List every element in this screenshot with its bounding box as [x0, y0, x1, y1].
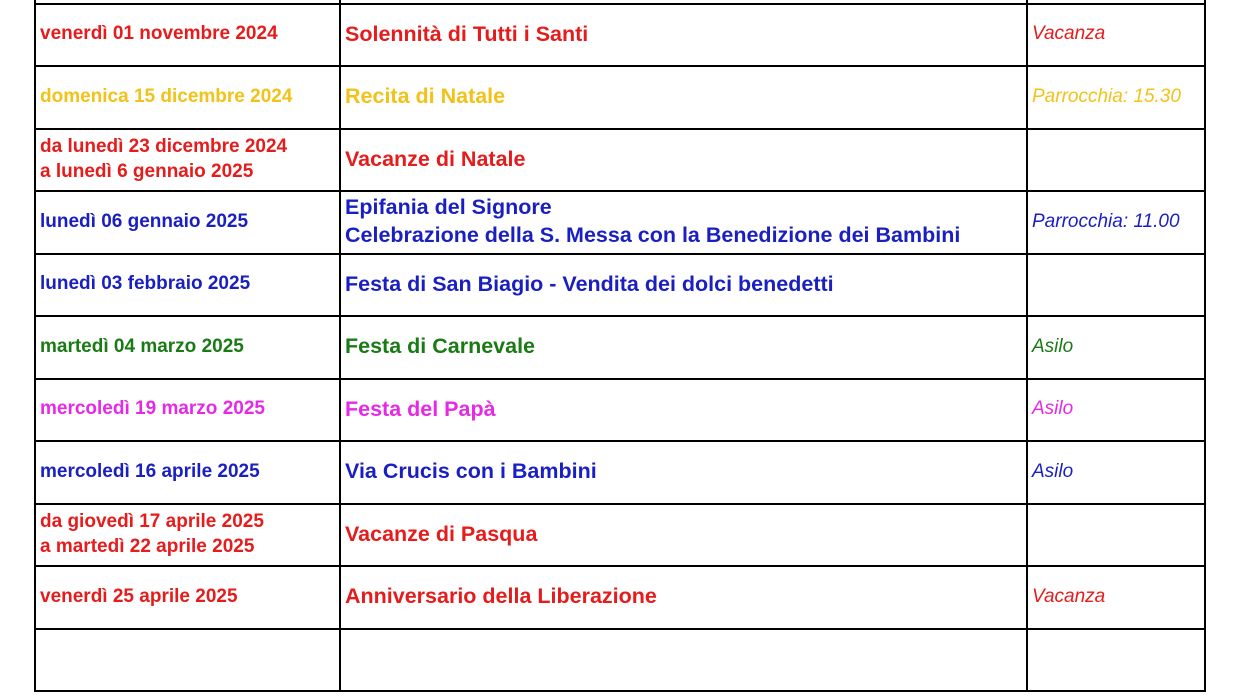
event-date-text: mercoledì 19 marzo 2025 [40, 398, 265, 420]
event-date-cell [35, 629, 340, 692]
calendar-row [35, 504, 1205, 567]
calendar-row [35, 254, 1205, 317]
event-title-cell [340, 254, 1027, 317]
event-note-cell [1027, 379, 1205, 442]
event-note-cell [1027, 191, 1205, 254]
event-date-text: lunedì 06 gennaio 2025 [40, 210, 249, 232]
event-note-cell [1027, 66, 1205, 129]
event-date-cell [35, 566, 340, 629]
event-date-text: da lunedì 23 dicembre 2024 [40, 136, 288, 158]
event-note-cell [1027, 566, 1205, 629]
event-note-cell [1027, 4, 1205, 67]
event-note-cell [1027, 129, 1205, 192]
event-date-cell [35, 191, 340, 254]
calendar-row [35, 129, 1205, 192]
event-title-text: Festa di Carnevale [345, 334, 536, 359]
event-note-text: Vacanza [1032, 23, 1106, 45]
calendar-row [35, 566, 1205, 629]
event-title-cell [340, 441, 1027, 504]
event-note-cell [1027, 441, 1205, 504]
event-date-text: a lunedì 6 gennaio 2025 [40, 160, 254, 182]
calendar-body [35, 0, 1205, 691]
event-date-cell [35, 254, 340, 317]
event-note-text: Asilo [1032, 335, 1074, 357]
event-title-text: Vacanze di Pasqua [345, 521, 538, 546]
event-title-text: Anniversario della Liberazione [345, 584, 657, 609]
event-date-cell [35, 129, 340, 192]
event-note-text: Asilo [1032, 460, 1074, 482]
event-date-text: da giovedì 17 aprile 2025 [40, 511, 264, 533]
calendar-row [35, 4, 1205, 67]
event-title-cell [340, 129, 1027, 192]
event-title-cell [340, 504, 1027, 567]
event-date-cell [35, 66, 340, 129]
event-title-text: Solennità di Tutti i Santi [345, 21, 589, 46]
event-note-text: Parrocchia: 11.00 [1032, 210, 1180, 232]
event-title-cell [340, 566, 1027, 629]
event-note-text: Asilo [1032, 398, 1074, 420]
event-title-cell [340, 379, 1027, 442]
calendar-row [35, 191, 1205, 254]
event-title-text: Festa di San Biagio - Vendita dei dolci benedetti [345, 271, 834, 296]
event-note-cell [1027, 254, 1205, 317]
event-date-text: venerdì 01 novembre 2024 [40, 23, 278, 45]
calendar-row [35, 441, 1205, 504]
event-title-cell [340, 66, 1027, 129]
event-note-cell [1027, 316, 1205, 379]
event-note-cell [1027, 629, 1205, 692]
event-date-cell [35, 4, 340, 67]
event-title-text: Recita di Natale [345, 84, 506, 109]
calendar-row [35, 316, 1205, 379]
calendar-row [35, 629, 1205, 692]
event-date-text: mercoledì 16 aprile 2025 [40, 460, 260, 482]
event-title-cell [340, 191, 1027, 254]
event-date-cell [35, 316, 340, 379]
event-date-text: venerdì 25 aprile 2025 [40, 585, 238, 607]
event-note-cell [1027, 504, 1205, 567]
event-date-cell [35, 379, 340, 442]
event-title-text: Via Crucis con i Bambini [345, 459, 597, 484]
event-date-text: lunedì 03 febbraio 2025 [40, 273, 251, 295]
events-calendar-table [34, 0, 1206, 692]
event-title-text: Epifania del Signore [345, 195, 552, 220]
event-date-cell [35, 441, 340, 504]
calendar-row [35, 66, 1205, 129]
event-title-text: Vacanze di Natale [345, 146, 526, 171]
event-title-cell [340, 629, 1027, 692]
event-title-text: Celebrazione della S. Messa con la Benedizione dei Bambini [345, 223, 961, 248]
event-note-text: Parrocchia: 15.30 [1032, 85, 1181, 107]
event-title-text: Festa del Papà [345, 396, 496, 421]
calendar-row [35, 379, 1205, 442]
event-date-text: martedì 04 marzo 2025 [40, 335, 244, 357]
event-title-cell [340, 4, 1027, 67]
event-date-cell [35, 504, 340, 567]
event-note-text: Vacanza [1032, 585, 1106, 607]
event-title-cell [340, 316, 1027, 379]
event-date-text: domenica 15 dicembre 2024 [40, 85, 293, 107]
event-date-text: a martedì 22 aprile 2025 [40, 535, 255, 557]
